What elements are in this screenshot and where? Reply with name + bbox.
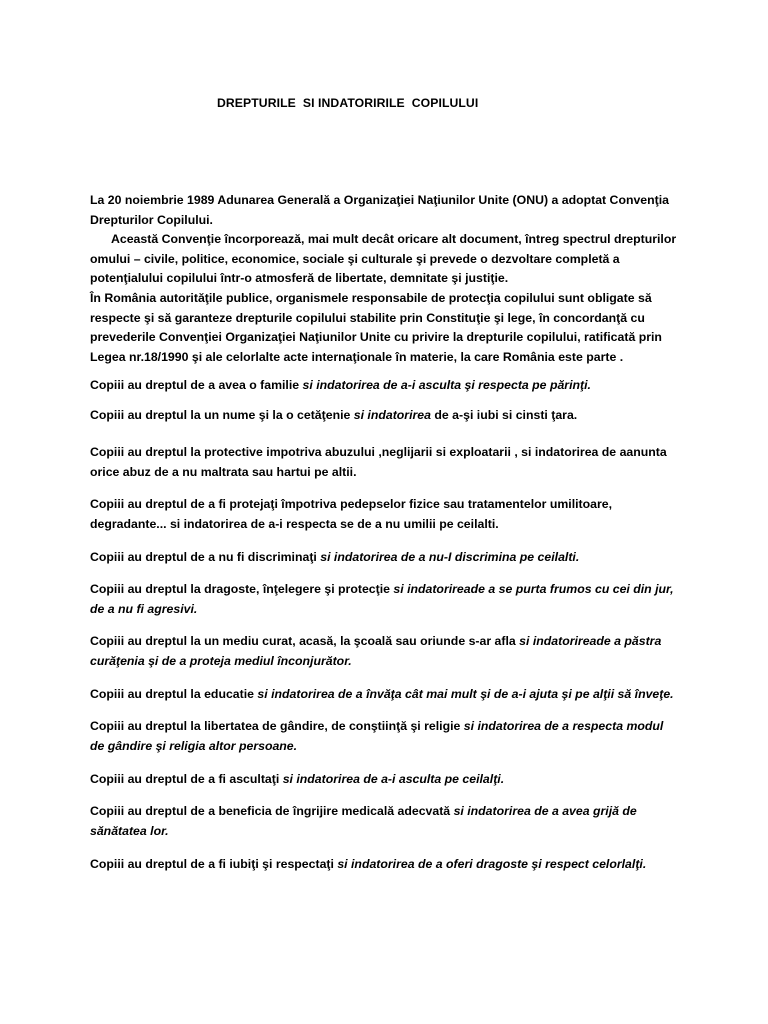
right-line [90,855,690,875]
right-line [90,770,690,790]
right-paragraph [90,495,690,534]
right-line [90,515,690,535]
right-line [90,822,690,842]
right-text: degradante... si indatorirea de a-i respecta se de a nu umilii pe ceilalti. [90,516,499,531]
right-paragraph [90,770,690,790]
right-text: Copiii au dreptul la protective impotriva abuzului ,neglijarii si exploatarii , si indatorirea de aanunta [90,445,667,459]
intro-line: În România autorităţile publice, organismele responsabile de protecţia copilului sunt obligate să [90,290,652,305]
intro-line: omului – civile, politice, economice, sociale şi culturale şi prevede o dezvoltare completă a [90,251,620,266]
right-line [90,717,690,737]
right-paragraph [90,717,690,756]
right-text: Copiii au dreptul de a avea o familie [90,378,303,392]
intro-line: Drepturilor Copilului. [90,212,213,227]
document-body [90,191,690,871]
right-text: Copiii au dreptul la un nume şi la o cetăţenie [90,408,354,422]
right-line [90,802,690,822]
duty-text: curăţenia şi de a proteja mediul înconjurător. [90,653,352,668]
right-text: Copiii au dreptul la libertatea de gândire, de conştiinţă şi religie [90,719,464,733]
right-text: de a-şi iubi si cinsti ţara. [430,408,578,422]
right-paragraph [90,580,690,619]
right-text: Copiii au dreptul de a fi iubiţi şi respectaţi [90,857,338,871]
right-paragraph [90,802,690,841]
right-line [90,632,690,652]
right-text: Copiii au dreptul de a beneficia de îngrijire medicală adecvată [90,804,454,818]
duty-text: si indatorirea [353,408,431,422]
intro-line: Această Convenţie încorporează, mai mult decât oricare alt document, întreg spectrul drepturilor [111,232,677,247]
right-text: Copiii au dreptul la dragoste, înţelegere şi protecţie [90,582,394,596]
right-line [90,463,690,483]
right-paragraph [90,855,690,875]
duty-text: si indatorirea de a avea grijă de [453,804,637,818]
intro-line: respecte şi să garanteze drepturile copilului stabilite prin Constituţie şi lege, în concordanţă cu [90,310,645,325]
duty-text: si indatorireade a păstra [519,634,662,648]
right-line [90,685,690,705]
document-title: DREPTURILE SI INDATORIRILE COPILULUI [217,96,479,110]
intro-line: prevederile Convenţiei Organizaţiei Naţiunilor Unite cu privire la drepturile copilului, ratificată prin [90,330,662,345]
right-text: Copiii au dreptul la educatie [90,687,258,701]
intro-line: Legea nr.18/1990 şi ale celorlalte acte internaţionale în materie, la care România este parte . [90,349,624,364]
right-text: Copiii au dreptul la un mediu curat, acasă, la şcoală sau oriunde s-ar afla [90,634,520,648]
duty-text: si indatorirea de a nu-I discrimina pe ceilalti. [320,550,580,564]
right-line [90,376,690,396]
right-text: Copiii au dreptul de a fi protejaţi împotriva pedepselor fizice sau tratamentelor umilitoare, [90,497,613,511]
right-paragraph [90,443,690,482]
right-line [90,737,690,757]
right-line [90,580,690,600]
duty-text: de gândire şi religia altor persoane. [90,738,298,753]
right-text: orice abuz de a nu maltrata sau hartui pe altii. [90,464,357,479]
duty-text: si indatorirea de a învăţa cât mai mult şi de a-i ajuta şi pe alţii să înveţe. [257,687,674,701]
right-text: Copiii au dreptul de a nu fi discriminaţi [90,550,321,564]
intro-paragraph [90,191,690,367]
right-line [90,406,690,426]
duty-text: si indatorireade a se purta frumos cu cei din jur, [393,582,674,596]
duty-text: si indatorirea de a oferi dragoste şi respect celorlalţi. [337,857,647,871]
right-text: Copiii au dreptul de a fi ascultaţi [90,772,283,786]
right-line [90,443,690,463]
duty-text: si indatorirea de a-i asculta pe ceilalţi. [282,772,505,786]
right-line [90,495,690,515]
duty-text: si indatorirea de a respecta modul [463,719,664,733]
right-paragraph [90,406,690,426]
intro-line: La 20 noiembrie 1989 Adunarea Generală a Organizaţiei Naţiunilor Unite (ONU) a adoptat Convenţia [90,193,670,207]
duty-text: si indatorirea de a-i asculta şi respecta pe părinţi. [302,378,591,392]
right-paragraph [90,376,690,396]
right-paragraph [90,632,690,671]
duty-text: sănătatea lor. [90,823,169,838]
right-line [90,600,690,620]
right-paragraph [90,548,690,568]
intro-line: potenţialului copilului într-o atmosferă de libertate, demnitate şi justiţie. [90,271,509,286]
right-paragraph [90,685,690,705]
right-line [90,548,690,568]
duty-text: de a nu fi agresivi. [90,601,198,616]
right-line [90,652,690,672]
